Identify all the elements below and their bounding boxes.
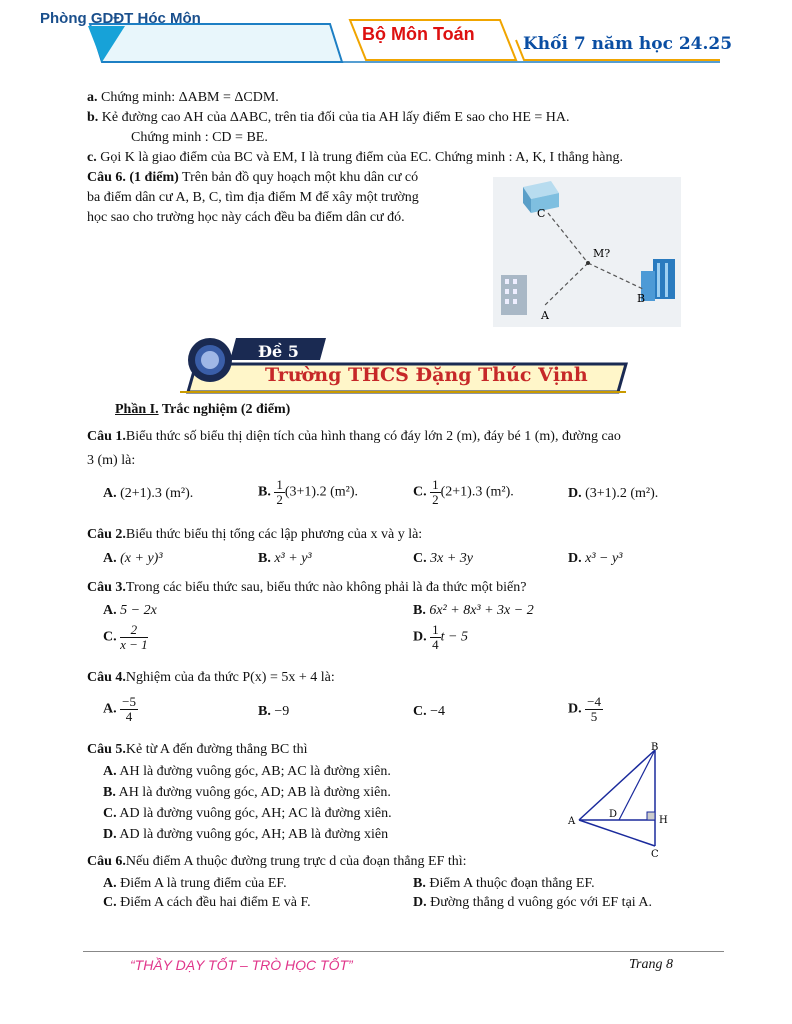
- cau6-top-line2: ba điểm dân cư A, B, C, tìm địa điểm M để xây một trường: [87, 190, 419, 205]
- q6-text: Câu 6.Nếu điểm A thuộc đường trung trực d của đoạn thẳng EF thì:: [87, 854, 467, 869]
- q5-triangle-figure: [565, 740, 675, 858]
- fig-label-b: B: [651, 742, 659, 753]
- q4-option-a: A. $\frac{-5}{4}$: [103, 694, 136, 724]
- item-b-sub: Chứng minh : CD = BE.: [131, 130, 268, 145]
- q6-option-b: B. Điểm A thuộc đoạn thẳng EF.: [413, 876, 595, 891]
- q1-text2: 3 (m) là:: [87, 453, 136, 468]
- q1-option-b: B. $\frac{1}{2}$ (3+1).2 (m²).: [258, 477, 358, 507]
- q5-option-d: D. AD là đường vuông góc, AH; AB là đường xiên: [103, 827, 389, 842]
- header-subject: Bộ Môn Toán: [362, 24, 475, 44]
- residential-map-figure: [493, 177, 681, 327]
- map-label-b: B: [637, 292, 646, 305]
- q1-option-c: C. $\frac{1}{2}$ (2+1).3 (m²).: [413, 477, 514, 507]
- item-c: c. Gọi K là giao điểm của BC và EM, I là trung điểm của EC. Chứng minh : A, K, I thẳng hàng.: [87, 150, 623, 165]
- q2-text: Câu 2.Biểu thức biểu thị tổng các lập phương của x và y là:: [87, 527, 423, 542]
- q6-option-a: A. Điểm A là trung điểm của EF.: [103, 876, 287, 891]
- q5-option-b: B. AH là đường vuông góc, AD; AB là đường xiên.: [103, 785, 391, 800]
- header-grade-year: Khối 7 năm học 24.25: [523, 34, 733, 54]
- q2-option-c: C. 3x + 3y: [413, 551, 473, 566]
- q3-option-b: B. 6x² + 8x³ + 3x − 2: [413, 603, 534, 618]
- map-label-m: M?: [593, 247, 611, 260]
- q4-option-d: D. $\frac{-4}{5}$: [568, 694, 601, 724]
- footer-motto: “THẦY DẠY TỐT – TRÒ HỌC TỐT”: [130, 957, 353, 973]
- fig-label-d: D: [609, 809, 618, 820]
- item-b: b. Kẻ đường cao AH của ΔABC, trên tia đối của tia AH lấy điểm E sao cho HE = HA.: [87, 110, 570, 125]
- part1-title: Phần I. Trắc nghiệm (2 điểm): [115, 402, 291, 417]
- q4-text: Câu 4.Nghiệm của đa thức P(x) = 5x + 4 là:: [87, 670, 335, 685]
- cau6-top-line3: học sao cho trường học này cách đều ba điểm dân cư đó.: [87, 210, 405, 225]
- q4-option-c: C. −4: [413, 704, 446, 719]
- q5-option-c: C. AD là đường vuông góc, AH; AC là đường xiên.: [103, 806, 392, 821]
- q6-option-c: C. Điểm A cách đều hai điểm E và F.: [103, 895, 311, 910]
- q2-option-b: B. x³ + y³: [258, 551, 312, 566]
- map-label-a: A: [541, 309, 549, 322]
- footer-divider: [83, 951, 724, 952]
- page-number: Trang 8: [629, 957, 673, 972]
- q5-option-a: A. AH là đường vuông góc, AB; AC là đường xiên.: [103, 764, 391, 779]
- header-department: Phòng GDĐT Hóc Môn: [40, 10, 201, 27]
- fig-label-h: H: [659, 815, 668, 826]
- exam-school: Trường THCS Đặng Thúc Vịnh: [265, 364, 588, 386]
- q1-text: Câu 1.Biểu thức số biểu thị diện tích của hình thang có đáy lớn 2 (m), đáy bé 1 (m), đường cao: [87, 429, 621, 444]
- q5-text: Câu 5.Kẻ từ A đến đường thẳng BC thì: [87, 742, 308, 757]
- q1-option-a: A. (2+1).3 (m²).: [103, 486, 194, 501]
- q3-option-c: C. $\frac{2}{x - 1}$: [103, 622, 148, 652]
- q4-option-b: B. −9: [258, 704, 290, 719]
- q6-option-d: D. Đường thẳng d vuông góc với EF tại A.: [413, 895, 653, 910]
- q2-option-a: A. (x + y)³: [103, 551, 163, 566]
- item-a: a. Chứng minh: ΔABM = ΔCDM.: [87, 90, 279, 105]
- q1-option-d: D. (3+1).2 (m²).: [568, 486, 659, 501]
- q3-option-a: A. 5 − 2x: [103, 603, 157, 618]
- exam-number: Đề 5: [258, 342, 299, 361]
- q3-text: Câu 3.Trong các biểu thức sau, biểu thức nào không phải là đa thức một biến?: [87, 580, 527, 595]
- map-label-c: C: [537, 207, 546, 220]
- building-a-icon: [501, 275, 527, 315]
- q2-option-d: D. x³ − y³: [568, 551, 623, 566]
- q3-option-d: D. $\frac{1}{4}$ t − 5: [413, 622, 468, 652]
- fig-label-a: A: [568, 816, 576, 827]
- cau6-top-line1: Câu 6. (1 điểm) Trên bản đồ quy hoạch một khu dân cư có: [87, 170, 419, 185]
- fig-label-c: C: [651, 849, 659, 858]
